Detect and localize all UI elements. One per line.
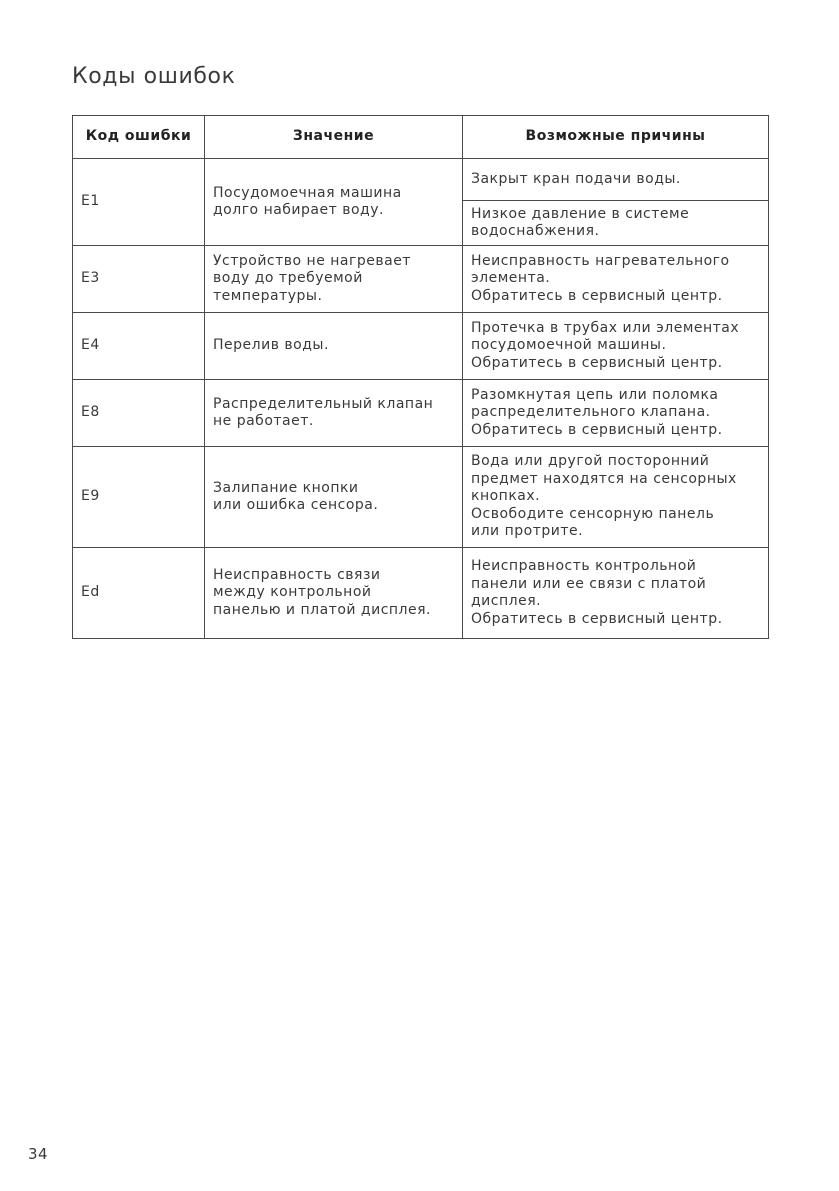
table-row — [73, 548, 769, 639]
error-cause: Разомкнутая цепь или поломка распределительного клапана. Обратитесь в сервисный центр. — [463, 380, 769, 447]
error-meaning: Распределительный клапан не работает. — [205, 380, 463, 447]
error-cause: Низкое давление в системе водоснабжения. — [463, 201, 769, 246]
error-code: E1 — [73, 159, 205, 246]
error-cause: Вода или другой посторонний предмет находятся на сенсорных кнопках. Освободите сенсорную панель или протрите. — [463, 447, 769, 548]
error-meaning: Залипание кнопки или ошибка сенсора. — [205, 447, 463, 548]
page-number: 34 — [28, 1145, 49, 1163]
error-meaning: Устройство не нагревает воду до требуемой температуры. — [205, 246, 463, 313]
error-cause: Неисправность контрольной панели или ее связи с платой дисплея. Обратитесь в сервисный центр. — [463, 548, 769, 639]
table-row — [73, 447, 769, 548]
header-causes: Возможные причины — [463, 116, 769, 159]
error-codes-table — [72, 115, 769, 639]
error-cause: Протечка в трубах или элементах посудомоечной машины. Обратитесь в сервисный центр. — [463, 313, 769, 380]
error-code: E3 — [73, 246, 205, 313]
error-code: Ed — [73, 548, 205, 639]
error-meaning: Перелив воды. — [205, 313, 463, 380]
page-title: Коды ошибок — [72, 64, 236, 89]
error-code: E4 — [73, 313, 205, 380]
table-row — [73, 380, 769, 447]
table-row — [73, 313, 769, 380]
header-code: Код ошибки — [73, 116, 205, 159]
error-meaning: Посудомоечная машина долго набирает воду. — [205, 159, 463, 246]
table-header-row — [73, 116, 769, 159]
table-row — [73, 159, 769, 201]
table-row — [73, 246, 769, 313]
error-cause: Закрыт кран подачи воды. — [463, 159, 769, 201]
error-cause: Неисправность нагревательного элемента. Обратитесь в сервисный центр. — [463, 246, 769, 313]
header-meaning: Значение — [205, 116, 463, 159]
error-meaning: Неисправность связи между контрольной панелью и платой дисплея. — [205, 548, 463, 639]
error-code: E9 — [73, 447, 205, 548]
error-code: E8 — [73, 380, 205, 447]
